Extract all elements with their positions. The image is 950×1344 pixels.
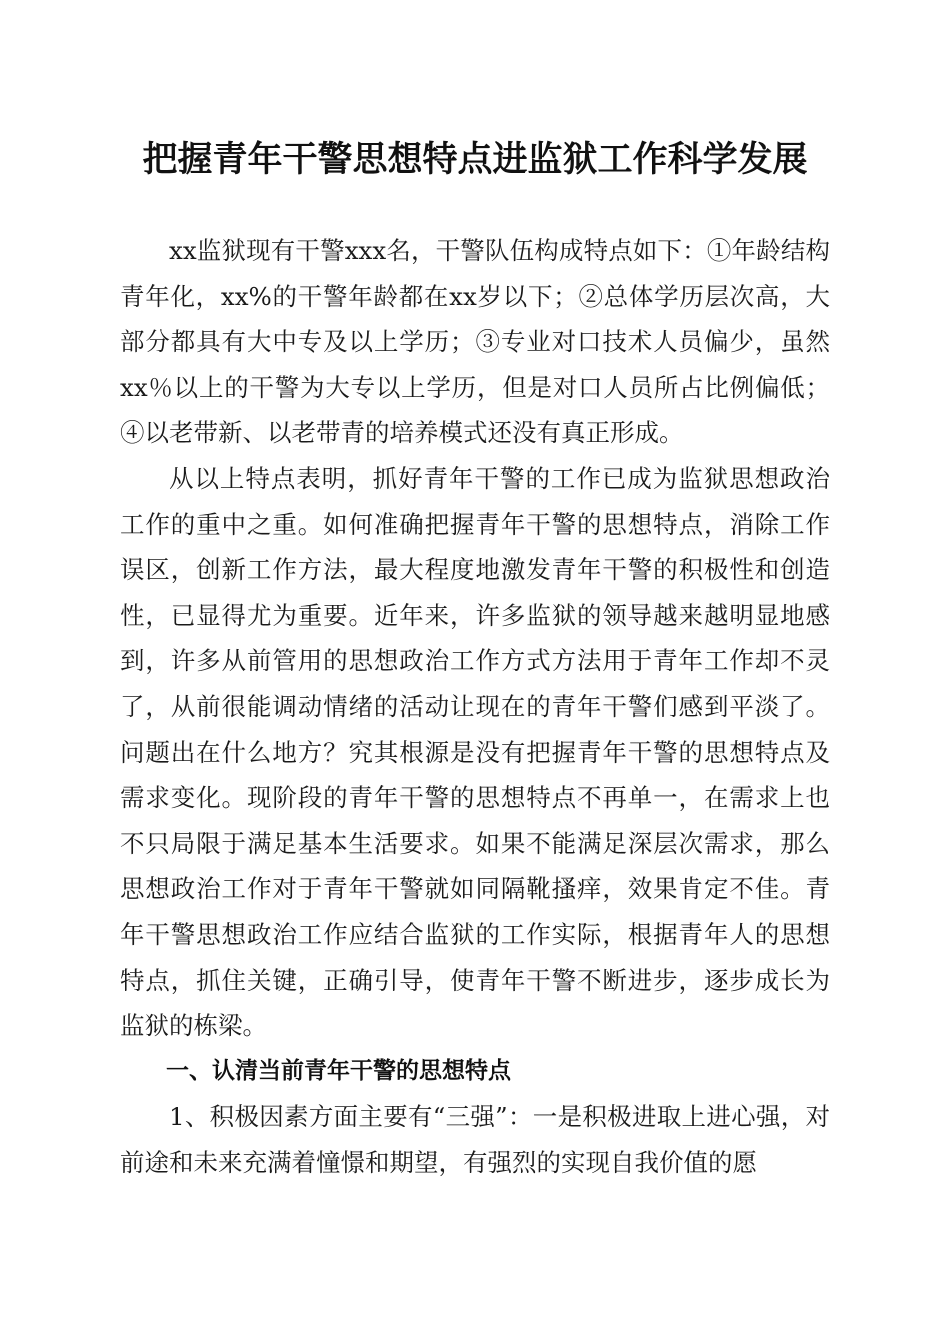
paragraph-composition: xx监狱现有干警xxx名，干警队伍构成特点如下：①年龄结构青年化，xx%的干警年龄都在xx岁以下；②总体学历层次高，大部分都具有大中专及以上学历；③专业对口技术人员偏少，虽然xx％以上的干警为大专以上学历，但是对口人员所占比例偏低；④以老带新、以老带青的培养模式还没有真正形成。 bbox=[120, 236, 830, 448]
section-heading: 一、认清当前青年干警的思想特点 bbox=[166, 1057, 511, 1084]
paragraph-importance: 从以上特点表明，抓好青年干警的工作已成为监狱思想政治工作的重中之重。如何准确把握青年干警的思想特点，消除工作误区，创新工作方法，最大程度地激发青年干警的积极性和创造性，已显得尤为重要。近年来，许多监狱的领导越来越明显地感到，许多从前管用的思想政治工作方式方法用于青年工作却不灵了，从前很能调动情绪的活动让现在的青年干警们感到平淡了。问题出在什么地方？究其根源是没有把握青年干警的思想特点及需求变化。现阶段的青年干警的思想特点不再单一，在需求上也不只局限于满足基本生活要求。如果不能满足深层次需求，那么思想政治工作对于青年干警就如同隔靴搔痒，效果肯定不佳。青年干警思想政治工作应结合监狱的工作实际，根据青年人的思想特点，抓住关键，正确引导，使青年干警不断进步，逐步成长为监狱的栋梁。 bbox=[120, 463, 830, 1041]
document-title: 把握青年干警思想特点进监狱工作科学发展 bbox=[142, 139, 808, 180]
document-body bbox=[120, 228, 830, 1185]
paragraph-positive-factors: 1、积极因素方面主要有“三强”：一是积极进取上进心强，对前途和未来充满着憧憬和期望，有强烈的实现自我价值的愿 bbox=[120, 1102, 830, 1177]
